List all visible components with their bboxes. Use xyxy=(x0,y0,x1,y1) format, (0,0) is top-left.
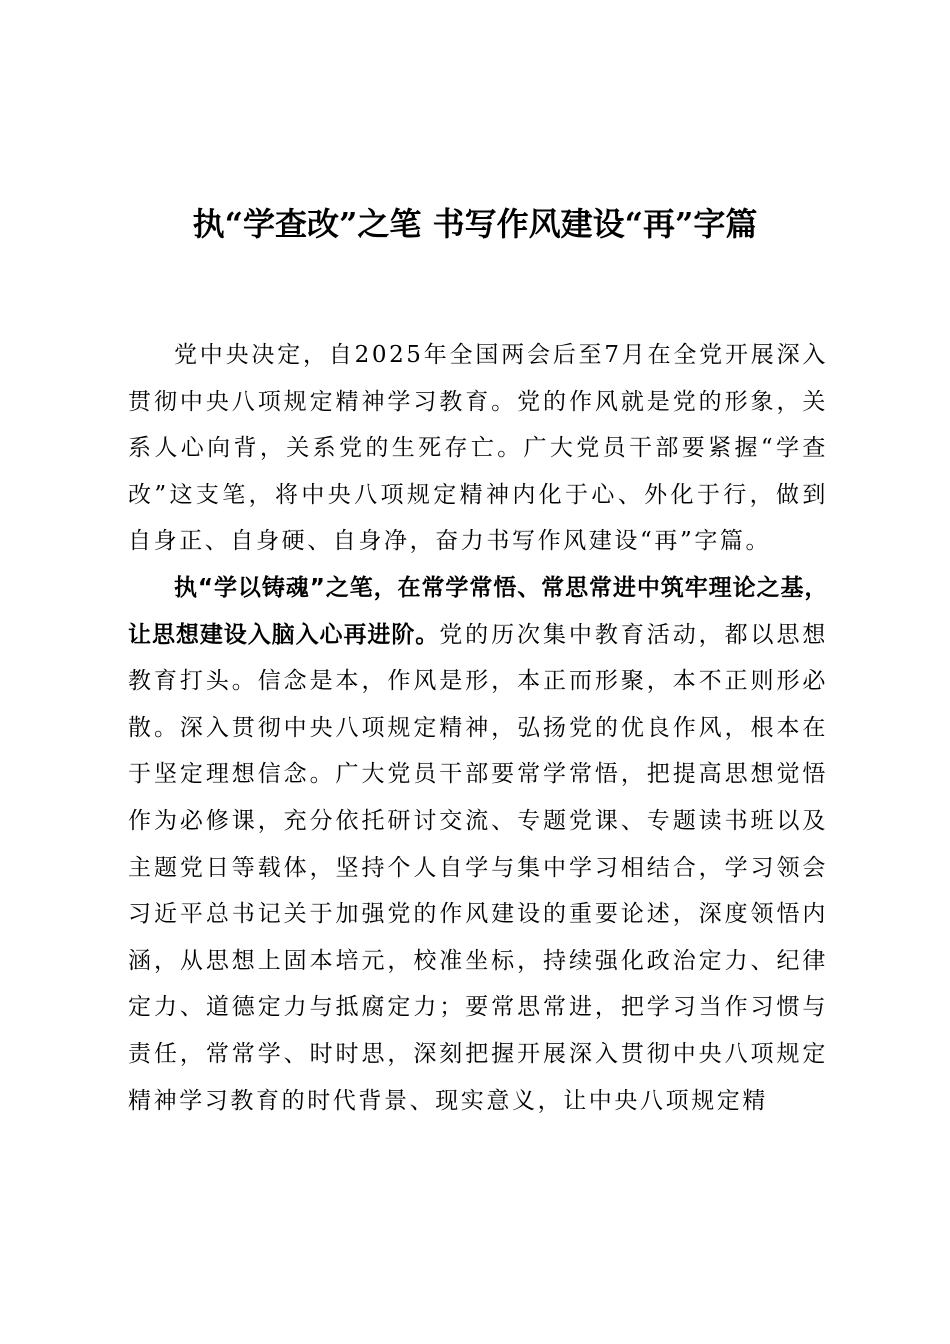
document-title: 执“学查改”之笔 书写作风建设“再”字篇 xyxy=(192,205,758,243)
paragraph-study xyxy=(128,565,828,1124)
paragraph-intro xyxy=(128,332,828,565)
paragraph-text: 党中央决定，自2025年全国两会后至7月在全党开展深入贯彻中央八项规定精神学习教育。党的作风就是党的形象，关系人心向背，关系党的生死存亡。广大党员干部要紧握“学查改”这支笔，将中央八项规定精神内化于心、外化于行，做到自身正、自身硬、自身净，奋力书写作风建设“再”字篇。 xyxy=(128,342,828,555)
paragraph-text: 党的历次集中教育活动，都以思想教育打头。信念是本，作风是形，本正而形聚，本不正则形必散。深入贯彻中央八项规定精神，弘扬党的优良作风，根本在于坚定理想信念。广大党员干部要常学常悟，把提高思想觉悟作为必修课，充分依托研讨交流、专题党课、专题读书班以及主题党日等载体，坚持个人自学与集中学习相结合，学习领会习近平总书记关于加强党的作风建设的重要论述，深度领悟内涵，从思想上固本培元，校准坐标，持续强化政治定力、纪律定力、道德定力与抵腐定力；要常思常进，把学习当作习惯与责任，常常学、时时思，深刻把握开展深入贯彻中央八项规定精神学习教育的时代背景、现实意义，让中央八项规定精 xyxy=(128,621,828,1114)
paragraph-lead: 执“学以铸魂”之笔，在常学常悟、常思常进中筑牢理论之基，让思想建设入脑入心再进阶。 xyxy=(128,574,828,648)
document-body xyxy=(128,332,828,1124)
